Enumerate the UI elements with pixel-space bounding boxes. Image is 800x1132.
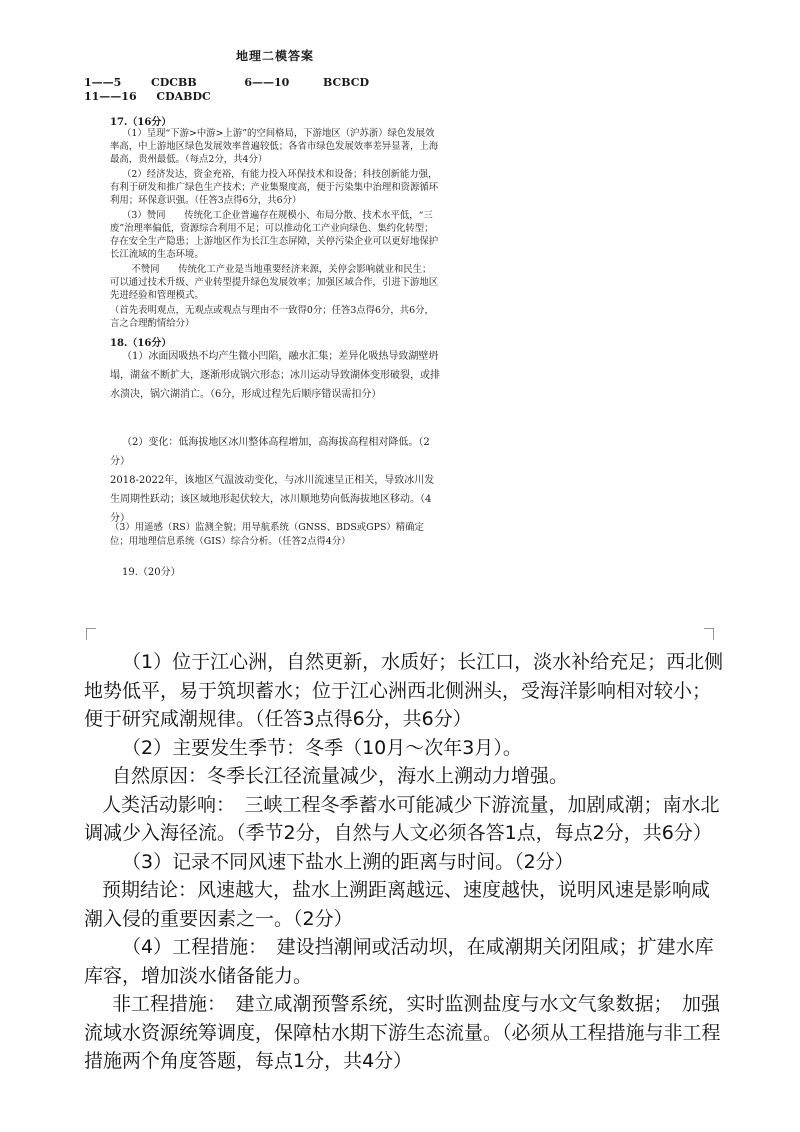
question-17-header: 17.（16分） xyxy=(110,117,172,128)
answer-letters: CDABDC xyxy=(156,90,211,103)
q19-part-4-non-engineering: 非工程措施： 建立咸潮预警系统，实时监测盐度与水文气象数据； 加强流域水资源统筹调度，保障枯水期下游生态流量。（必须从工程措施与非工程措施两个角度答题，每点1分，共4分） xyxy=(84,993,721,1072)
q18-part-1: （1）冰面因吸热不均产生微小凹陷，融水汇集；差异化吸热导致湖壁坍塌，湖盆不断扩大，逐渐形成锅穴形态；冰川运动导致湖体变形破裂，或排水溃决，锅穴湖消亡。（6分，形成过程先后顺序错误需扣分） xyxy=(110,351,440,400)
q19-part-4-engineering: （4）工程措施： 建设挡潮闸或活动坝，在咸潮期关闭阻咸；扩建水库库容，增加淡水储备能力。 xyxy=(84,936,714,987)
document-title: 地理二模答案 xyxy=(236,49,315,63)
page-corner-mark xyxy=(86,628,87,640)
answer-range: 1——5 xyxy=(84,76,122,89)
q17-scoring-note: （首先表明观点，无观点或观点与理由不一致得0分；任答3点得6分，共6分，言之合理酌情给分） xyxy=(110,305,434,329)
q17-part-3-disagree: 不赞同 传统化工产业是当地重要经济来源，关停会影响就业和民生；可以通过技术升级、产业转型提升绿色发展效率；加强区域合作，引进下游地区先进经验和管理模式。 xyxy=(110,264,439,301)
q19-part-2-season: （2）主要发生季节：冬季（10月～次年3月）。 xyxy=(122,736,522,759)
answer-letters: CDCBB xyxy=(151,76,197,89)
answer-range: 11——16 xyxy=(84,90,137,103)
answer-key-row-1 xyxy=(84,76,369,90)
q19-part-3-method: （3）记录不同风速下盐水上溯的距离与时间。（2分） xyxy=(122,850,574,873)
multiple-choice-answer-keys xyxy=(84,76,369,104)
q17-part-1: （1）呈现“下游>中游>上游”的空间格局，下游地区（沪苏浙）绿色发展效率高，中上游地区绿色发展效率普遍较低；各省市绿色发展效率差异显著，上海最高，贵州最低。（每点2分，共4分） xyxy=(110,128,439,165)
page-corner-mark xyxy=(713,628,714,640)
question-17-answer xyxy=(110,127,440,330)
q17-part-2: （2）经济发达，资金充裕，有能力投入环保技术和设备；科技创新能力强，有利于研发和推广绿色生产技术；产业集聚度高，便于污染集中治理和资源循环利用；环保意识强。（任答3点得6分，共6分） xyxy=(110,169,439,206)
question-18-part-3 xyxy=(110,521,440,549)
answer-range: 6——10 xyxy=(244,76,290,89)
question-19-answer xyxy=(84,648,724,1076)
question-18-part-2 xyxy=(110,433,440,528)
q19-part-1: （1）位于江心洲，自然更新，水质好；长江口，淡水补给充足；西北侧地势低平，易于筑坝蓄水；位于江心洲西北侧洲头，受海洋影响相对较小；便于研究咸潮规律。（任答3点得6分，共6分） xyxy=(84,651,724,730)
question-18-part-1 xyxy=(110,347,440,404)
q18-part-3: （3）用遥感（RS）监测全貌；用导航系统（GNSS、BDS或GPS）精确定位；用地理信息系统（GIS）综合分析。（任答2点得4分） xyxy=(110,522,424,547)
q19-part-2-natural: 自然原因：冬季长江径流量减少，海水上溯动力增强。 xyxy=(112,765,569,787)
page-corner-mark xyxy=(86,628,96,629)
question-19-header: 19.（20分） xyxy=(122,567,181,578)
q18-part-2-change: （2）变化：低海拔地区冰川整体高程增加，高海拔高程相对降低。（2分） xyxy=(110,437,430,467)
q19-part-3-conclusion: 预期结论：风速越大，盐水上溯距离越远、速度越快，说明风速是影响咸潮入侵的重要因素之一。（2分） xyxy=(84,879,711,930)
question-18-header: 18.（16分） xyxy=(110,338,172,349)
q17-part-3-agree: （3）赞同 传统化工企业普遍存在规模小、布局分散、技术水平低，“三废”治理率偏低，资源综合利用不足；可以推动化工产业向绿色、集约化转型；存在安全生产隐患；上游地区作为长江生态屏障，关停污染企业可以更好地保护长江流域的生态环境。 xyxy=(110,210,439,260)
q18-part-2-cause: 2018-2022年，该地区气温波动变化，与冰川流速呈正相关，导致冰川发生周期性跃动；该区域地形起伏较大，冰川顺地势向低海拔地区移动。（4分） xyxy=(110,475,435,524)
q19-part-2-human: 人类活动影响： 三峡工程冬季蓄水可能减少下游流量，加剧咸潮；南水北调减少入海径流。（季节2分，自然与人文必须各答1点，每点2分，共6分） xyxy=(84,793,720,844)
answer-key-row-2 xyxy=(84,90,369,104)
answer-letters: BCBCD xyxy=(323,76,370,89)
